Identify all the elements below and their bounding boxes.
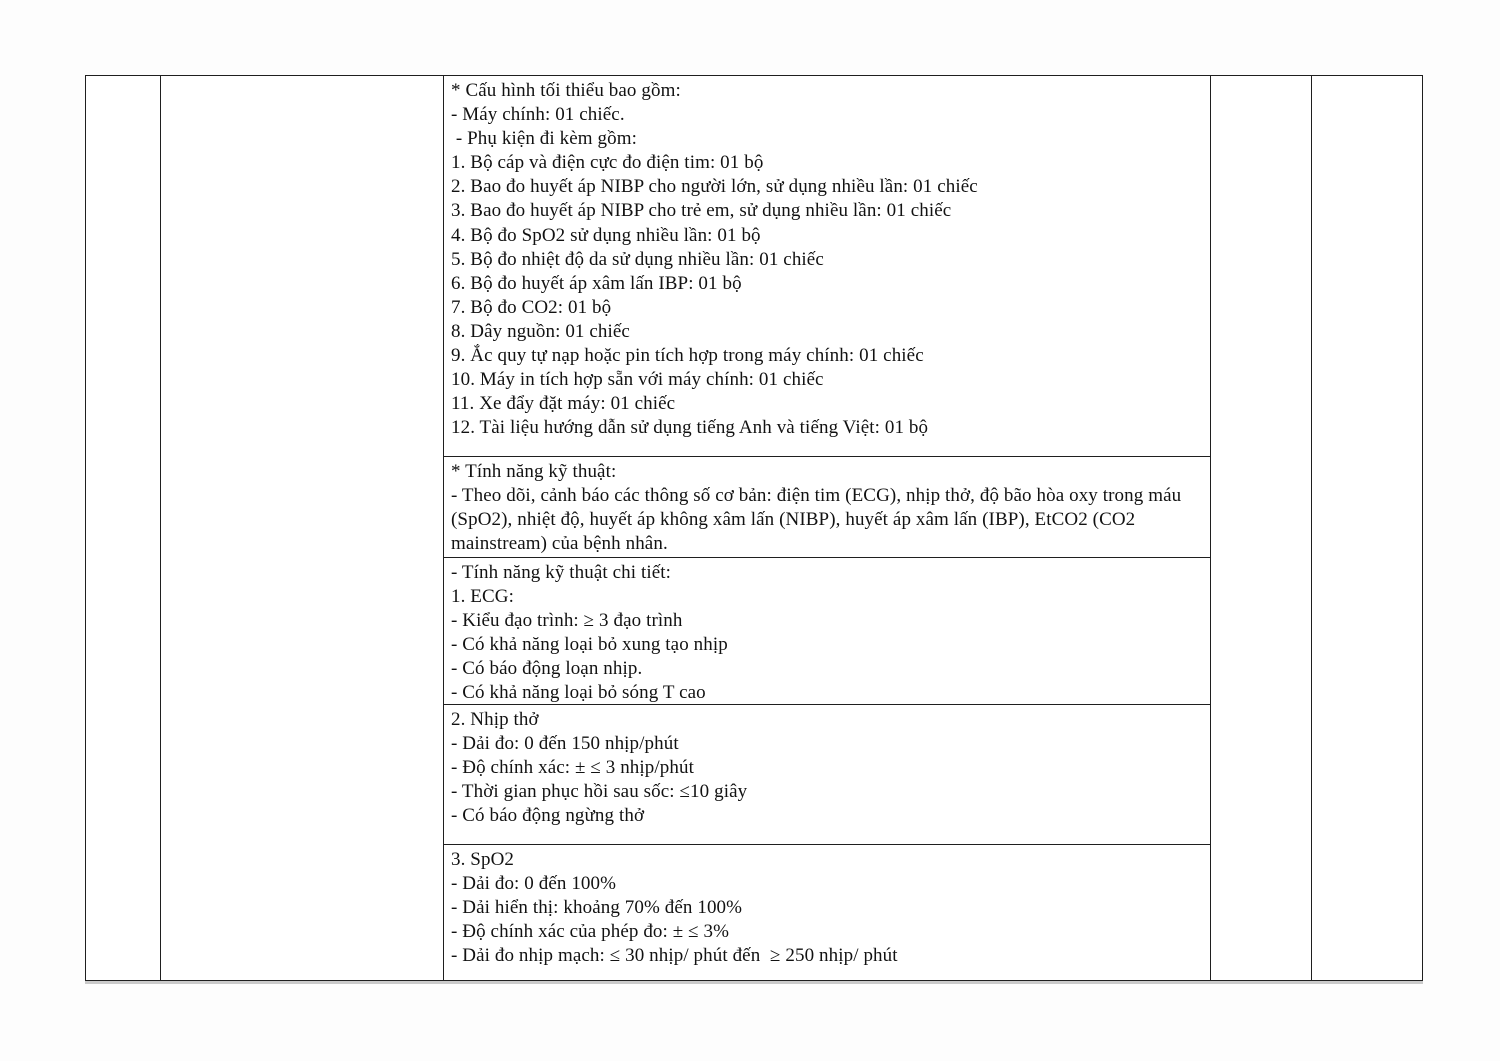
text-line: - Theo dõi, cảnh báo các thông số cơ bản: điện tim (ECG), nhịp thở, độ bão hòa oxy trong máu (451, 485, 1182, 507)
text-line: 7. Bộ đo CO2: 01 bộ (451, 296, 612, 318)
text-line: - Kiểu đạo trình: ≥ 3 đạo trình (451, 610, 683, 632)
text-line: - Phụ kiện đi kèm gồm: (451, 128, 637, 150)
text-line: 11. Xe đẩy đặt máy: 01 chiếc (451, 393, 676, 415)
text-line: mainstream) của bệnh nhân. (451, 533, 668, 555)
text-line: 3. SpO2 (451, 849, 514, 870)
text-line: - Thời gian phục hồi sau sốc: ≤10 giây (451, 781, 748, 803)
text-line: * Cấu hình tối thiểu bao gồm: (451, 80, 681, 101)
text-line: (SpO2), nhiệt độ, huyết áp không xâm lấn (NIBP), huyết áp xâm lấn (IBP), EtCO2 (CO2 (451, 509, 1136, 531)
text-line: - Dải đo: 0 đến 100% (451, 873, 617, 895)
text-line: 6. Bộ đo huyết áp xâm lấn IBP: 01 bộ (451, 272, 742, 294)
text-line: - Dải hiển thị: khoảng 70% đến 100% (451, 897, 743, 919)
text-line: 3. Bao đo huyết áp NIBP cho trẻ em, sử dụng nhiều lần: 01 chiếc (451, 200, 952, 222)
empty-column-3 (1211, 76, 1312, 980)
spec-content-column (444, 76, 1211, 980)
text-line: 12. Tài liệu hướng dẫn sử dụng tiếng Anh và tiếng Việt: 01 bộ (451, 417, 929, 439)
row-features-summary (444, 457, 1210, 558)
row-respiration-details (444, 705, 1210, 845)
text-line: 10. Máy in tích hợp sẵn với máy chính: 01 chiếc (451, 369, 824, 391)
text-line: - Có báo động ngừng thở (451, 805, 645, 827)
row-configuration (444, 76, 1210, 457)
text-line: 2. Nhịp thở (451, 709, 539, 730)
text-line: - Dải đo: 0 đến 150 nhịp/phút (451, 733, 679, 755)
text-line: - Độ chính xác: ± ≤ 3 nhịp/phút (451, 757, 694, 779)
text-line: - Có khả năng loại bỏ xung tạo nhịp (451, 634, 728, 656)
text-line: - Có báo động loạn nhịp. (451, 658, 643, 680)
row-spo2-details (444, 845, 1210, 980)
text-line: 1. Bộ cáp và điện cực đo điện tim: 01 bộ (451, 152, 764, 174)
text-line: 4. Bộ đo SpO2 sử dụng nhiều lần: 01 bộ (451, 224, 761, 246)
text-line: - Có khả năng loại bỏ sóng T cao (451, 682, 706, 704)
text-line: 5. Bộ đo nhiệt độ da sử dụng nhiều lần: 01 chiếc (451, 248, 824, 270)
empty-column-4 (1312, 76, 1422, 980)
text-line: - Độ chính xác của phép đo: ± ≤ 3% (451, 921, 730, 943)
empty-column-2 (161, 76, 444, 980)
text-line: - Dải đo nhịp mạch: ≤ 30 nhịp/ phút đến ≥ 250 nhịp/ phút (451, 945, 898, 967)
equipment-spec-table (85, 75, 1423, 981)
text-line: - Tính năng kỹ thuật chi tiết: (451, 562, 672, 583)
row-ecg-details (444, 558, 1210, 705)
text-line: 2. Bao đo huyết áp NIBP cho người lớn, sử dụng nhiều lần: 01 chiếc (451, 176, 978, 198)
text-line: - Máy chính: 01 chiếc. (451, 104, 625, 126)
text-line: 9. Ắc quy tự nạp hoặc pin tích hợp trong máy chính: 01 chiếc (451, 345, 924, 367)
text-line: 8. Dây nguồn: 01 chiếc (451, 320, 630, 342)
empty-column-1 (86, 76, 161, 980)
text-line: * Tính năng kỹ thuật: (451, 461, 617, 482)
text-line: 1. ECG: (451, 586, 514, 608)
